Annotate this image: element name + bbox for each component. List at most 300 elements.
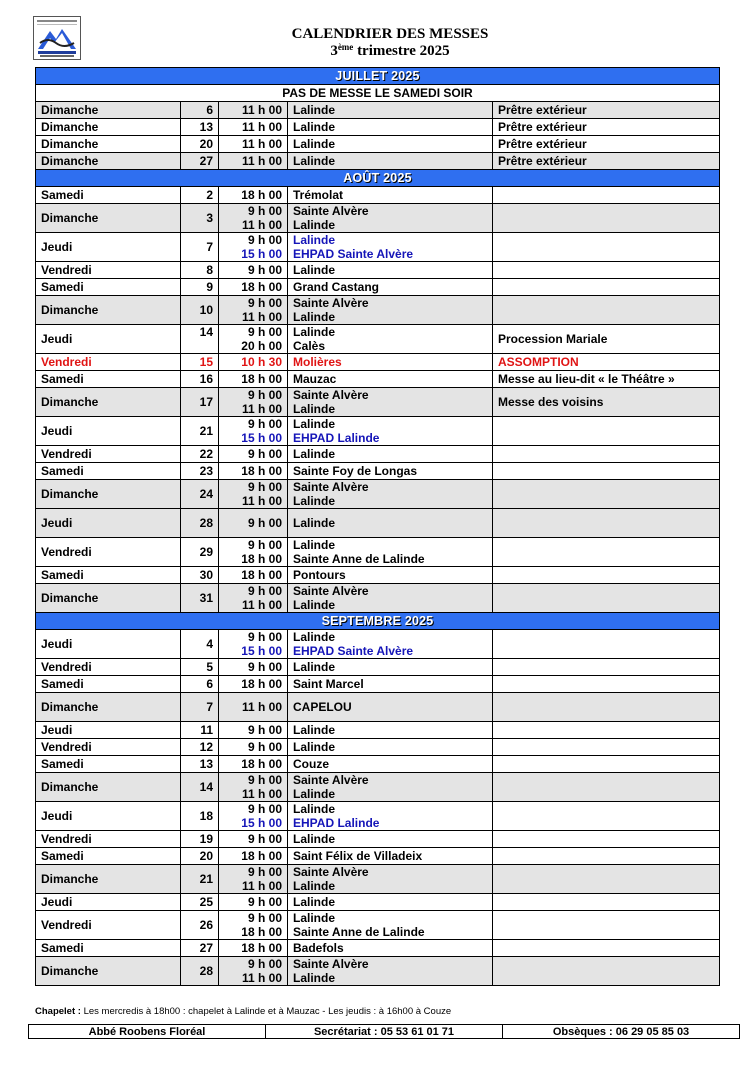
time-line: 9 h 00 [247, 865, 282, 879]
place-line: Sainte Alvère [293, 388, 369, 402]
place-cell [288, 865, 493, 894]
place-line: EHPAD Sainte Alvère [293, 247, 414, 261]
place-cell [288, 463, 493, 480]
place-line: Sainte Anne de Lalinde [293, 552, 425, 566]
time-line: 15 h 00 [241, 247, 282, 261]
calendar-row [36, 630, 720, 659]
place-line: Sainte Alvère [293, 296, 369, 310]
remark-cell [493, 417, 720, 446]
place-cell [288, 354, 493, 371]
place-cell [288, 756, 493, 773]
time-cell [219, 940, 288, 957]
time-line: 9 h 00 [247, 516, 282, 530]
day-cell: Dimanche [36, 388, 181, 417]
date-cell: 2 [181, 187, 219, 204]
page-subtitle: 3ème trimestre 2025 [330, 42, 450, 59]
remark-cell: Prêtre extérieur [493, 136, 720, 153]
calendar-row [36, 722, 720, 739]
date-cell: 13 [181, 756, 219, 773]
remark-cell: Messe des voisins [493, 388, 720, 417]
day-cell: Dimanche [36, 119, 181, 136]
time-line: 9 h 00 [247, 233, 282, 247]
time-line: 9 h 00 [247, 723, 282, 737]
day-cell: Jeudi [36, 630, 181, 659]
time-cell [219, 693, 288, 722]
place-line: Sainte Alvère [293, 204, 369, 218]
day-cell: Vendredi [36, 911, 181, 940]
time-line: 9 h 00 [247, 773, 282, 787]
place-cell [288, 102, 493, 119]
day-cell: Jeudi [36, 325, 181, 354]
place-line: Lalinde [293, 971, 336, 985]
place-line: Lalinde [293, 447, 336, 461]
time-line: 9 h 00 [247, 911, 282, 925]
remark-cell: Procession Mariale [493, 325, 720, 354]
date-cell: 6 [181, 102, 219, 119]
time-cell [219, 325, 288, 354]
calendar-row [36, 446, 720, 463]
calendar-row [36, 831, 720, 848]
calendar-row [36, 693, 720, 722]
day-cell: Samedi [36, 756, 181, 773]
place-line: Badefols [293, 941, 344, 955]
calendar-row [36, 739, 720, 756]
time-line: 18 h 00 [241, 188, 282, 202]
day-cell: Dimanche [36, 693, 181, 722]
date-cell: 26 [181, 911, 219, 940]
place-cell [288, 233, 493, 262]
day-cell: Dimanche [36, 773, 181, 802]
time-line: 18 h 00 [241, 464, 282, 478]
parish-logo [33, 16, 81, 60]
page-title: CALENDRIER DES MESSES [291, 26, 489, 42]
remark-cell [493, 802, 720, 831]
date-cell: 15 [181, 354, 219, 371]
place-line: Sainte Alvère [293, 584, 369, 598]
time-cell [219, 630, 288, 659]
date-cell: 7 [181, 233, 219, 262]
time-line: 18 h 00 [241, 849, 282, 863]
place-line: Saint Marcel [293, 677, 364, 691]
remark-cell [493, 756, 720, 773]
place-line: CAPELOU [293, 700, 352, 714]
remark-cell: Prêtre extérieur [493, 102, 720, 119]
date-cell: 11 [181, 722, 219, 739]
date-cell: 5 [181, 659, 219, 676]
time-line: 9 h 00 [247, 388, 282, 402]
place-cell [288, 153, 493, 170]
place-line: Grand Castang [293, 280, 380, 294]
time-line: 11 h 00 [241, 120, 282, 134]
calendar-row [36, 509, 720, 538]
month-header: JUILLET 2025 [36, 68, 720, 85]
place-line: Saint Félix de Villadeix [293, 849, 423, 863]
day-cell: Jeudi [36, 509, 181, 538]
date-cell: 30 [181, 567, 219, 584]
place-line: Lalinde [293, 494, 336, 508]
time-line: 11 h 00 [241, 787, 282, 801]
time-line: 11 h 00 [241, 700, 282, 714]
place-line: Lalinde [293, 911, 336, 925]
remark-cell [493, 584, 720, 613]
date-cell: 12 [181, 739, 219, 756]
time-cell [219, 136, 288, 153]
day-cell: Jeudi [36, 894, 181, 911]
place-cell [288, 659, 493, 676]
remark-cell: Messe au lieu-dit « le Théâtre » [493, 371, 720, 388]
calendar-row [36, 584, 720, 613]
remark-cell [493, 940, 720, 957]
date-cell: 6 [181, 676, 219, 693]
time-line: 9 h 00 [247, 832, 282, 846]
place-cell [288, 480, 493, 509]
place-cell [288, 911, 493, 940]
place-line: Sainte Foy de Longas [293, 464, 418, 478]
date-cell: 24 [181, 480, 219, 509]
time-line: 9 h 00 [247, 447, 282, 461]
day-cell: Jeudi [36, 722, 181, 739]
date-cell: 27 [181, 940, 219, 957]
calendar-row [36, 262, 720, 279]
time-line: 9 h 00 [247, 296, 282, 310]
month-note: PAS DE MESSE LE SAMEDI SOIR [36, 85, 720, 102]
time-cell [219, 802, 288, 831]
calendar-row [36, 119, 720, 136]
time-cell [219, 739, 288, 756]
place-line: Lalinde [293, 154, 336, 168]
remark-cell [493, 848, 720, 865]
calendar-row [36, 371, 720, 388]
place-line: Lalinde [293, 895, 336, 909]
place-line: Lalinde [293, 598, 336, 612]
date-cell: 21 [181, 865, 219, 894]
time-cell [219, 911, 288, 940]
remark-cell [493, 279, 720, 296]
calendar-row [36, 233, 720, 262]
month-header: AOÛT 2025 [36, 170, 720, 187]
time-cell [219, 388, 288, 417]
time-line: 9 h 00 [247, 204, 282, 218]
obseques-phone: Obsèques : 06 29 05 85 03 [503, 1025, 740, 1039]
time-line: 11 h 00 [241, 971, 282, 985]
remark-cell [493, 480, 720, 509]
place-cell [288, 262, 493, 279]
time-line: 9 h 00 [247, 895, 282, 909]
place-cell [288, 802, 493, 831]
day-cell: Dimanche [36, 204, 181, 233]
place-line: Lalinde [293, 233, 336, 247]
time-cell [219, 354, 288, 371]
date-cell: 18 [181, 802, 219, 831]
time-cell [219, 279, 288, 296]
place-line: Lalinde [293, 402, 336, 416]
calendar-row [36, 567, 720, 584]
place-line: Lalinde [293, 325, 336, 339]
time-cell [219, 584, 288, 613]
day-cell: Dimanche [36, 480, 181, 509]
time-line: 11 h 00 [241, 310, 282, 324]
place-cell [288, 831, 493, 848]
time-cell [219, 722, 288, 739]
time-line: 9 h 00 [247, 584, 282, 598]
date-cell: 27 [181, 153, 219, 170]
calendar-row [36, 957, 720, 986]
calendar-row [36, 296, 720, 325]
time-line: 15 h 00 [241, 816, 282, 830]
remark-cell: ASSOMPTION [493, 354, 720, 371]
place-cell [288, 279, 493, 296]
place-line: Lalinde [293, 832, 336, 846]
date-cell: 29 [181, 538, 219, 567]
date-cell: 3 [181, 204, 219, 233]
calendar-row [36, 463, 720, 480]
mass-calendar-table [35, 67, 720, 986]
place-line: Lalinde [293, 630, 336, 644]
day-cell: Vendredi [36, 831, 181, 848]
date-cell: 13 [181, 119, 219, 136]
time-cell [219, 204, 288, 233]
time-cell [219, 119, 288, 136]
date-cell: 28 [181, 957, 219, 986]
time-cell [219, 371, 288, 388]
place-cell [288, 187, 493, 204]
time-cell [219, 676, 288, 693]
remark-cell [493, 463, 720, 480]
time-line: 11 h 00 [241, 598, 282, 612]
calendar-row [36, 894, 720, 911]
calendar-row [36, 102, 720, 119]
place-line: Lalinde [293, 516, 336, 530]
place-line: Couze [293, 757, 329, 771]
date-cell: 21 [181, 417, 219, 446]
time-cell [219, 153, 288, 170]
place-cell [288, 417, 493, 446]
month-header: SEPTEMBRE 2025 [36, 613, 720, 630]
place-line: Lalinde [293, 660, 336, 674]
place-cell [288, 296, 493, 325]
calendar-row [36, 659, 720, 676]
date-cell: 10 [181, 296, 219, 325]
time-cell [219, 102, 288, 119]
day-cell: Samedi [36, 463, 181, 480]
time-cell [219, 567, 288, 584]
time-cell [219, 538, 288, 567]
day-cell: Samedi [36, 848, 181, 865]
place-line: Sainte Alvère [293, 957, 369, 971]
date-cell: 9 [181, 279, 219, 296]
calendar-row [36, 325, 720, 354]
calendar-row [36, 802, 720, 831]
time-cell [219, 187, 288, 204]
remark-cell [493, 233, 720, 262]
place-line: Pontours [293, 568, 346, 582]
remark-cell [493, 676, 720, 693]
place-cell [288, 119, 493, 136]
place-line: Lalinde [293, 417, 336, 431]
place-line: Lalinde [293, 802, 336, 816]
time-line: 9 h 00 [247, 417, 282, 431]
place-cell [288, 773, 493, 802]
date-cell: 4 [181, 630, 219, 659]
place-line: Lalinde [293, 723, 336, 737]
place-line: Lalinde [293, 538, 336, 552]
place-line: Trémolat [293, 188, 344, 202]
remark-cell [493, 659, 720, 676]
time-line: 18 h 00 [241, 757, 282, 771]
remark-cell [493, 865, 720, 894]
day-cell: Samedi [36, 567, 181, 584]
time-cell [219, 894, 288, 911]
place-cell [288, 538, 493, 567]
remark-cell: Prêtre extérieur [493, 119, 720, 136]
place-cell [288, 371, 493, 388]
time-line: 9 h 00 [247, 740, 282, 754]
place-line: Sainte Alvère [293, 480, 369, 494]
place-cell [288, 722, 493, 739]
remark-cell [493, 204, 720, 233]
place-cell [288, 325, 493, 354]
remark-cell [493, 538, 720, 567]
place-cell [288, 446, 493, 463]
place-line: Lalinde [293, 120, 336, 134]
place-line: EHPAD Sainte Alvère [293, 644, 414, 658]
time-line: 9 h 00 [247, 480, 282, 494]
day-cell: Dimanche [36, 957, 181, 986]
place-cell [288, 509, 493, 538]
time-cell [219, 848, 288, 865]
time-line: 9 h 00 [247, 538, 282, 552]
date-cell: 20 [181, 136, 219, 153]
calendar-row [36, 388, 720, 417]
time-line: 9 h 00 [247, 660, 282, 674]
time-line: 11 h 00 [241, 154, 282, 168]
day-cell: Jeudi [36, 233, 181, 262]
day-cell: Dimanche [36, 136, 181, 153]
date-cell: 19 [181, 831, 219, 848]
calendar-row [36, 153, 720, 170]
day-cell: Samedi [36, 940, 181, 957]
day-cell: Jeudi [36, 802, 181, 831]
place-cell [288, 894, 493, 911]
date-cell: 14 [181, 325, 219, 354]
time-line: 18 h 00 [241, 552, 282, 566]
place-line: Lalinde [293, 740, 336, 754]
time-line: 18 h 00 [241, 372, 282, 386]
calendar-row [36, 911, 720, 940]
chapelet-note: Chapelet : Les mercredis à 18h00 : chapelet à Lalinde et à Mauzac - Les jeudis : à 16h00 à Couze [35, 1006, 452, 1017]
calendar-row [36, 279, 720, 296]
date-cell: 23 [181, 463, 219, 480]
calendar-row [36, 354, 720, 371]
calendar-row [36, 204, 720, 233]
day-cell: Dimanche [36, 153, 181, 170]
time-cell [219, 773, 288, 802]
calendar-row [36, 417, 720, 446]
time-cell [219, 480, 288, 509]
remark-cell: Prêtre extérieur [493, 153, 720, 170]
remark-cell [493, 831, 720, 848]
remark-cell [493, 509, 720, 538]
date-cell: 16 [181, 371, 219, 388]
time-line: 18 h 00 [241, 925, 282, 939]
place-line: Lalinde [293, 137, 336, 151]
time-cell [219, 957, 288, 986]
day-cell: Vendredi [36, 262, 181, 279]
time-line: 11 h 00 [241, 879, 282, 893]
time-line: 11 h 00 [241, 494, 282, 508]
place-line: Lalinde [293, 103, 336, 117]
place-line: Calès [293, 339, 326, 353]
place-cell [288, 676, 493, 693]
time-line: 18 h 00 [241, 677, 282, 691]
calendar-row [36, 187, 720, 204]
calendar-row [36, 848, 720, 865]
secretariat-phone: Secrétariat : 05 53 61 01 71 [266, 1025, 503, 1039]
place-cell [288, 136, 493, 153]
time-line: 15 h 00 [241, 644, 282, 658]
priest-name: Abbé Roobens Floréal [29, 1025, 266, 1039]
place-line: Sainte Anne de Lalinde [293, 925, 425, 939]
time-line: 11 h 00 [241, 103, 282, 117]
place-line: Mauzac [293, 372, 337, 386]
time-cell [219, 831, 288, 848]
remark-cell [493, 630, 720, 659]
time-cell [219, 659, 288, 676]
remark-cell [493, 446, 720, 463]
place-cell [288, 567, 493, 584]
place-line: EHPAD Lalinde [293, 816, 380, 830]
remark-cell [493, 296, 720, 325]
place-cell [288, 848, 493, 865]
place-line: Lalinde [293, 310, 336, 324]
day-cell: Dimanche [36, 584, 181, 613]
time-line: 20 h 00 [241, 339, 282, 353]
time-line: 9 h 00 [247, 325, 282, 339]
day-cell: Samedi [36, 371, 181, 388]
calendar-row [36, 676, 720, 693]
remark-cell [493, 739, 720, 756]
time-line: 18 h 00 [241, 568, 282, 582]
time-cell [219, 509, 288, 538]
calendar-row [36, 538, 720, 567]
place-cell [288, 693, 493, 722]
day-cell: Dimanche [36, 865, 181, 894]
remark-cell [493, 911, 720, 940]
place-cell [288, 739, 493, 756]
remark-cell [493, 773, 720, 802]
calendar-row [36, 136, 720, 153]
time-cell [219, 463, 288, 480]
place-line: EHPAD Lalinde [293, 431, 380, 445]
remark-cell [493, 262, 720, 279]
time-cell [219, 417, 288, 446]
remark-cell [493, 722, 720, 739]
time-line: 10 h 30 [241, 355, 282, 369]
date-cell: 8 [181, 262, 219, 279]
calendar-row [36, 940, 720, 957]
time-line: 11 h 00 [241, 218, 282, 232]
date-cell: 20 [181, 848, 219, 865]
place-cell [288, 940, 493, 957]
place-cell [288, 204, 493, 233]
time-cell [219, 296, 288, 325]
date-cell: 22 [181, 446, 219, 463]
day-cell: Dimanche [36, 102, 181, 119]
place-cell [288, 584, 493, 613]
day-cell: Vendredi [36, 739, 181, 756]
calendar-row [36, 865, 720, 894]
place-line: Lalinde [293, 787, 336, 801]
